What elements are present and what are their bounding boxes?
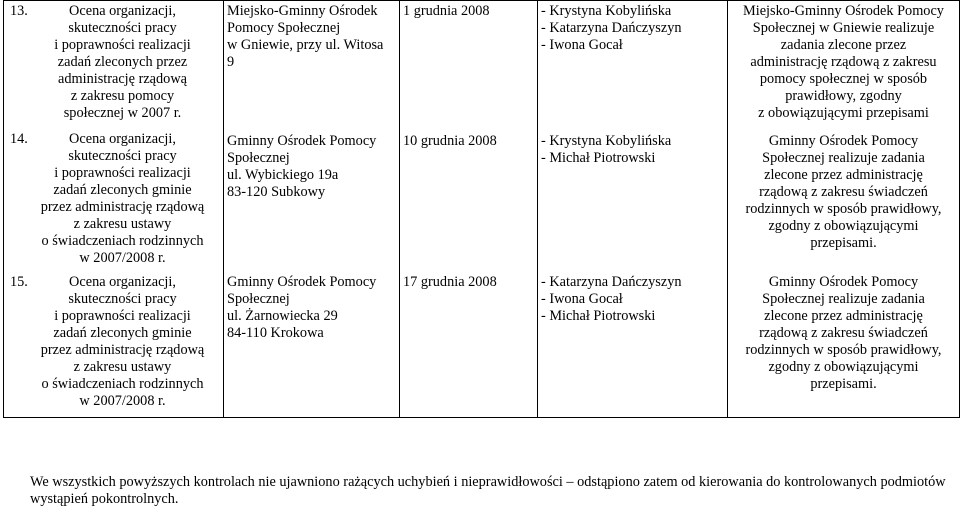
inspection-table bbox=[3, 0, 960, 418]
inspectors-column bbox=[538, 1, 728, 418]
inspectors-text: - Krystyna Kobylińska - Katarzyna Dańczyszyn - Iwona Gocał bbox=[541, 3, 682, 53]
result-text: Gminny Ośrodek Pomocy Społecznej realizuje zadania zlecone przez administrację rządową z zakresu świadczeń rodzinnych w sposób prawidłowy, zgodny z obowiązującymi przepisami. bbox=[745, 133, 942, 251]
row-number: 13. bbox=[10, 3, 28, 19]
row-14-topic bbox=[4, 129, 223, 272]
topic-text: Ocena organizacji, skuteczności pracy i poprawności realizacji zadań zleconych gminie przez administrację rządową z zakresu ustawy o świadczeniach rodzinnych w 2007/2008 r. bbox=[40, 274, 205, 409]
row-15-topic bbox=[4, 272, 223, 410]
inspectors-text: - Katarzyna Dańczyszyn - Iwona Gocał - Michał Piotrowski bbox=[541, 274, 682, 324]
row-number: 15. bbox=[10, 274, 28, 290]
date-text: 17 grudnia 2008 bbox=[403, 274, 497, 290]
topic-text: Ocena organizacji, skuteczności pracy i poprawności realizacji zadań zleconych przez administrację rządową z zakresu pomocy społecznej w 2007 r. bbox=[54, 3, 191, 121]
result-text: Gminny Ośrodek Pomocy Społecznej realizuje zadania zlecone przez administrację rządową z zakresu świadczeń rodzinnych w sposób prawidłowy, zgodny z obowiązującymi przepisami. bbox=[745, 274, 942, 392]
date-text: 1 grudnia 2008 bbox=[403, 3, 490, 19]
topic-column bbox=[4, 1, 224, 418]
date-column bbox=[400, 1, 538, 418]
footer-note: We wszystkich powyższych kontrolach nie ujawniono rażących uchybień i nieprawidłowości – odstąpiono zatem od kierowania do kontrolowanych podmiotów wystąpień pokontrolnych. bbox=[30, 474, 946, 507]
topic-text: Ocena organizacji, skuteczności pracy i poprawności realizacji zadań zleconych gminie przez administrację rządową z zakresu ustawy o świadczeniach rodzinnych w 2007/2008 r. bbox=[40, 131, 205, 266]
inspectors-text: - Krystyna Kobylińska - Michał Piotrowski bbox=[541, 133, 672, 166]
result-column bbox=[728, 1, 960, 418]
table-body-row bbox=[4, 1, 960, 418]
row-13-topic bbox=[4, 1, 223, 129]
row-number: 14. bbox=[10, 131, 28, 147]
result-text: Miejsko-Gminny Ośrodek Pomocy Społecznej w Gniewie realizuje zadania zlecone przez administrację rządową z zakresu pomocy społecznej w sposób prawidłowy, zgodny z obowiązującymi przepisami bbox=[743, 3, 944, 121]
date-text: 10 grudnia 2008 bbox=[403, 133, 497, 149]
unit-text: Gminny Ośrodek Pomocy Społecznej ul. Wybickiego 19a 83-120 Subkowy bbox=[227, 133, 377, 200]
unit-text: Miejsko-Gminny Ośrodek Pomocy Społecznej w Gniewie, przy ul. Witosa 9 bbox=[227, 3, 384, 70]
unit-column bbox=[224, 1, 400, 418]
unit-text: Gminny Ośrodek Pomocy Społecznej ul. Żarnowiecka 29 84-110 Krokowa bbox=[227, 274, 377, 341]
